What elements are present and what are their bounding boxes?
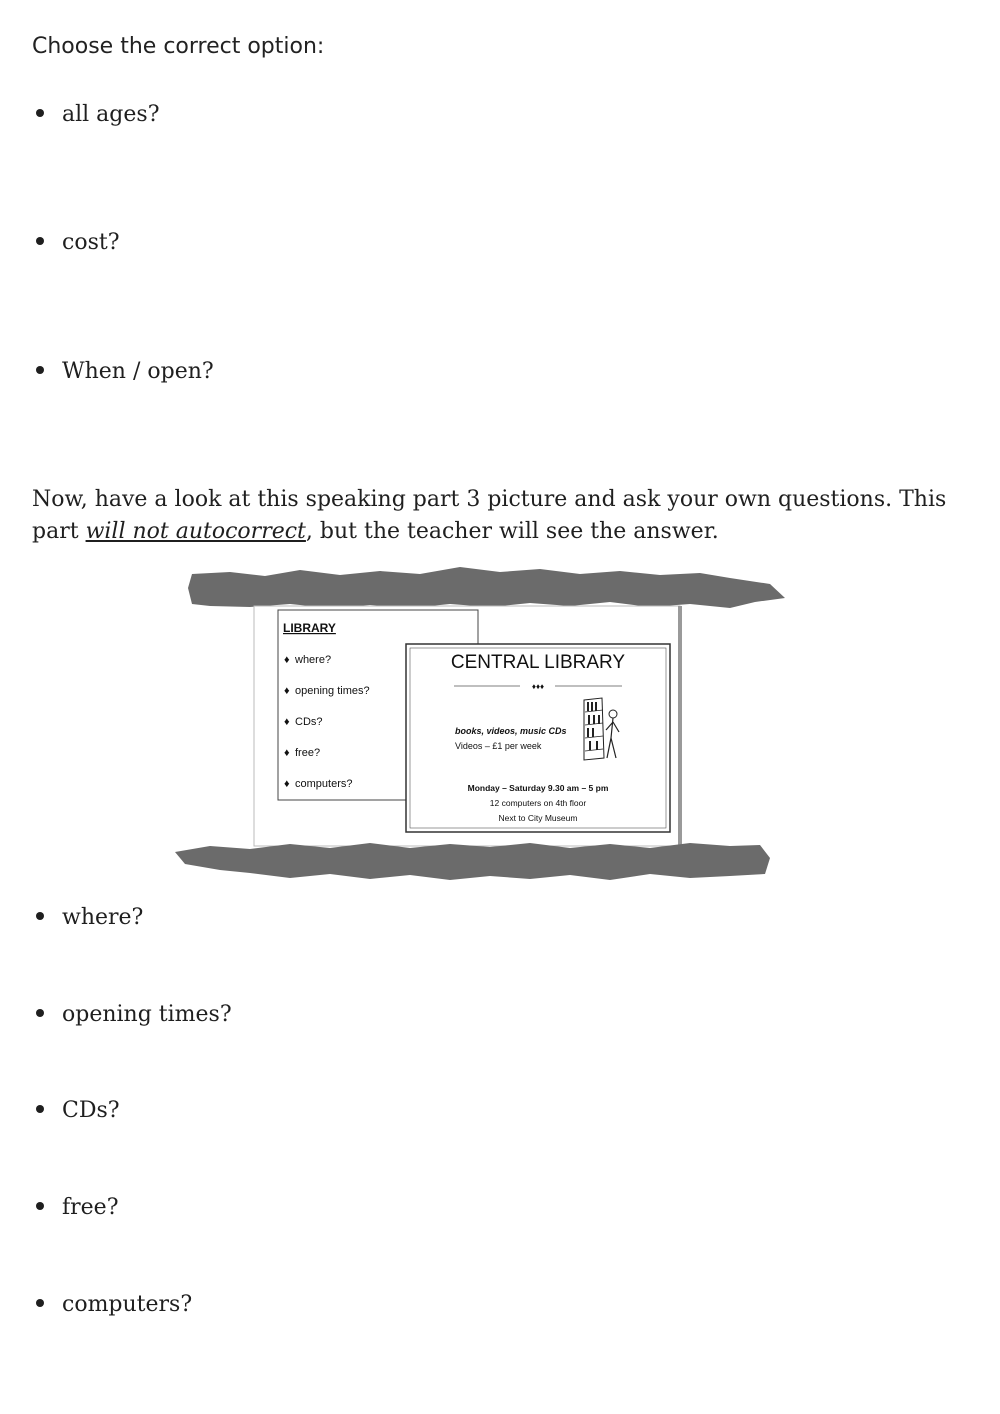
card-bullet: ♦ (284, 685, 290, 697)
card-item: opening times? (295, 685, 370, 697)
question-item[interactable] (36, 1193, 119, 1223)
bullet-icon (36, 109, 44, 117)
card-title: LIBRARY (283, 621, 336, 635)
question-label: free? (62, 1195, 119, 1220)
question-item[interactable] (36, 903, 143, 933)
poster-title: CENTRAL LIBRARY (450, 652, 626, 673)
question-label: opening times? (62, 1002, 232, 1027)
instruction-paragraph: Now, have a look at this speaking part 3 picture and ask your own questions. This part will not autocorrect, but the teacher will see the answer. (32, 487, 947, 544)
poster-items: books, videos, music CDs (455, 726, 567, 736)
question-item[interactable] (36, 357, 214, 387)
poster-location: Next to City Museum (498, 813, 578, 823)
poster-computers: 12 computers on 4th floor (489, 798, 587, 808)
torn-paper-top (188, 567, 785, 608)
emphasis-text: will not autocorrect (85, 519, 306, 544)
card-item: free? (295, 747, 321, 759)
bullet-icon (36, 1299, 44, 1307)
bullet-icon (36, 1202, 44, 1210)
question-item[interactable] (36, 100, 160, 130)
question-item[interactable] (36, 1000, 232, 1030)
card-bullet: ♦ (284, 747, 290, 759)
question-label: When / open? (62, 359, 214, 384)
torn-paper-bottom (175, 843, 770, 880)
question-label: all ages? (62, 102, 160, 127)
bullet-icon (36, 912, 44, 920)
question-label: where? (62, 905, 144, 930)
question-item[interactable] (36, 1290, 192, 1320)
question-item[interactable] (36, 228, 120, 258)
bullet-icon (36, 1105, 44, 1113)
instruction-text: Choose the correct option: (32, 34, 325, 59)
question-label: computers? (62, 1292, 193, 1317)
library-picture (170, 562, 790, 892)
card-item: CDs? (295, 716, 323, 728)
bullet-icon (36, 366, 44, 374)
library-image (170, 562, 790, 892)
poster-hours: Monday – Saturday 9.30 am – 5 pm (467, 783, 609, 793)
poster-videos: Videos – £1 per week (455, 741, 542, 751)
card-bullet: ♦ (284, 778, 290, 790)
card-item: computers? (295, 778, 353, 790)
question-label: cost? (62, 230, 120, 255)
card-bullet: ♦ (284, 654, 290, 666)
question-label: CDs? (62, 1098, 120, 1123)
card-item: where? (295, 654, 332, 666)
bullet-icon (36, 1009, 44, 1017)
question-item[interactable] (36, 1096, 120, 1126)
card-bullet: ♦ (284, 716, 290, 728)
ornament-icon: ♦♦♦ (531, 682, 545, 691)
bullet-icon (36, 237, 44, 245)
